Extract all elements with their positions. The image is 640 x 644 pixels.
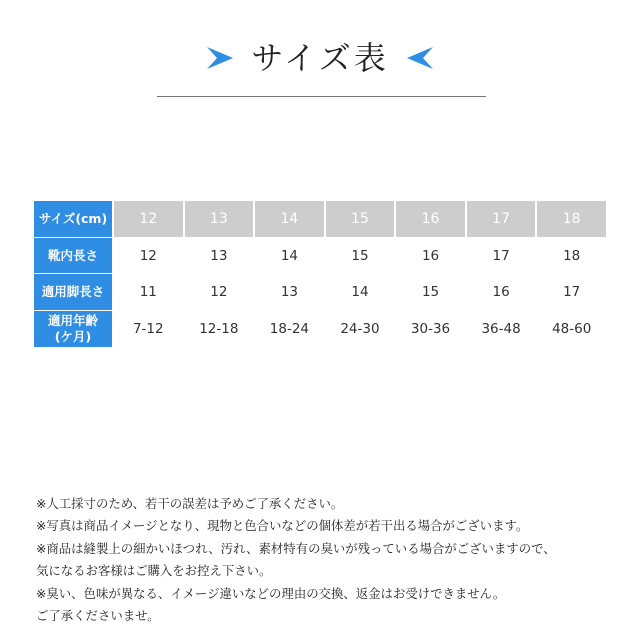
arrow-left-icon (401, 44, 437, 72)
table-cell: 14 (280, 247, 298, 264)
table-row-size (34, 201, 606, 237)
note-line: 気になるお客様はご購入をお控え下さい。 (36, 563, 272, 579)
table-cell: 17 (563, 284, 581, 300)
size-cell: 12 (114, 201, 183, 237)
table-row-age (34, 311, 606, 347)
note-line: ※人工採寸のため、若干の誤差は予めご了承ください。 (36, 496, 344, 511)
table-cell: 12 (139, 247, 157, 264)
table-cell: 11 (139, 284, 157, 300)
table-row-foot-length (34, 274, 606, 310)
table-cell: 14 (351, 284, 369, 300)
table-cell: 24-30 (340, 321, 380, 337)
row-label-foot-length: 適用脚長さ (34, 274, 112, 310)
page-title: サイズ表 (251, 39, 389, 77)
size-cell: 15 (326, 201, 395, 237)
table-cell: 12-18 (199, 321, 239, 337)
table-cell: 18 (563, 247, 581, 264)
notes (36, 493, 626, 627)
size-cell: 13 (185, 201, 254, 237)
table-row-shoe-length (34, 238, 606, 273)
size-cell: 17 (467, 201, 536, 237)
table-cell: 15 (351, 247, 369, 264)
table-cell: 13 (280, 284, 298, 300)
row-label-shoe-length: 靴内長さ (34, 238, 112, 273)
row-label-size: サイズ(cm) (34, 201, 112, 237)
table-cell: 7-12 (132, 321, 164, 337)
table-cell: 36-48 (481, 321, 521, 337)
row-label-age-line1: 適用年齢 (47, 313, 98, 329)
table-cell: 16 (421, 247, 440, 264)
row-label-age-line2: (ケ月) (54, 329, 92, 344)
table-cell: 18-24 (269, 321, 310, 337)
note-line: ※臭い、色味が異なる、イメージ違いなどの理由の交換、返金はお受けできません。 (36, 585, 506, 601)
title-area (0, 30, 640, 86)
table-cell: 48-60 (552, 321, 592, 337)
table-cell: 13 (210, 247, 228, 264)
note-line: ※写真は商品イメージとなり、現物と色合いなどの個体差が若干出る場合がございます。 (36, 518, 529, 534)
row-label-age (34, 311, 112, 347)
size-cell: 18 (537, 201, 606, 237)
table-cell: 30-36 (410, 321, 451, 337)
table-cell: 15 (421, 284, 440, 300)
note-line: ※商品は縫製上の細かいほつれ、汚れ、素材特有の臭いが残っている場合がございますので、 (36, 540, 556, 556)
size-cell: 16 (396, 201, 465, 237)
table-cell: 12 (210, 284, 228, 300)
table-cell: 17 (492, 247, 510, 264)
table-cell: 16 (492, 284, 510, 300)
size-table (32, 200, 608, 348)
note-line: ご了承くださいませ。 (36, 607, 160, 623)
title-divider (157, 96, 486, 97)
arrow-right-icon (203, 44, 239, 72)
size-cell: 14 (255, 201, 324, 237)
